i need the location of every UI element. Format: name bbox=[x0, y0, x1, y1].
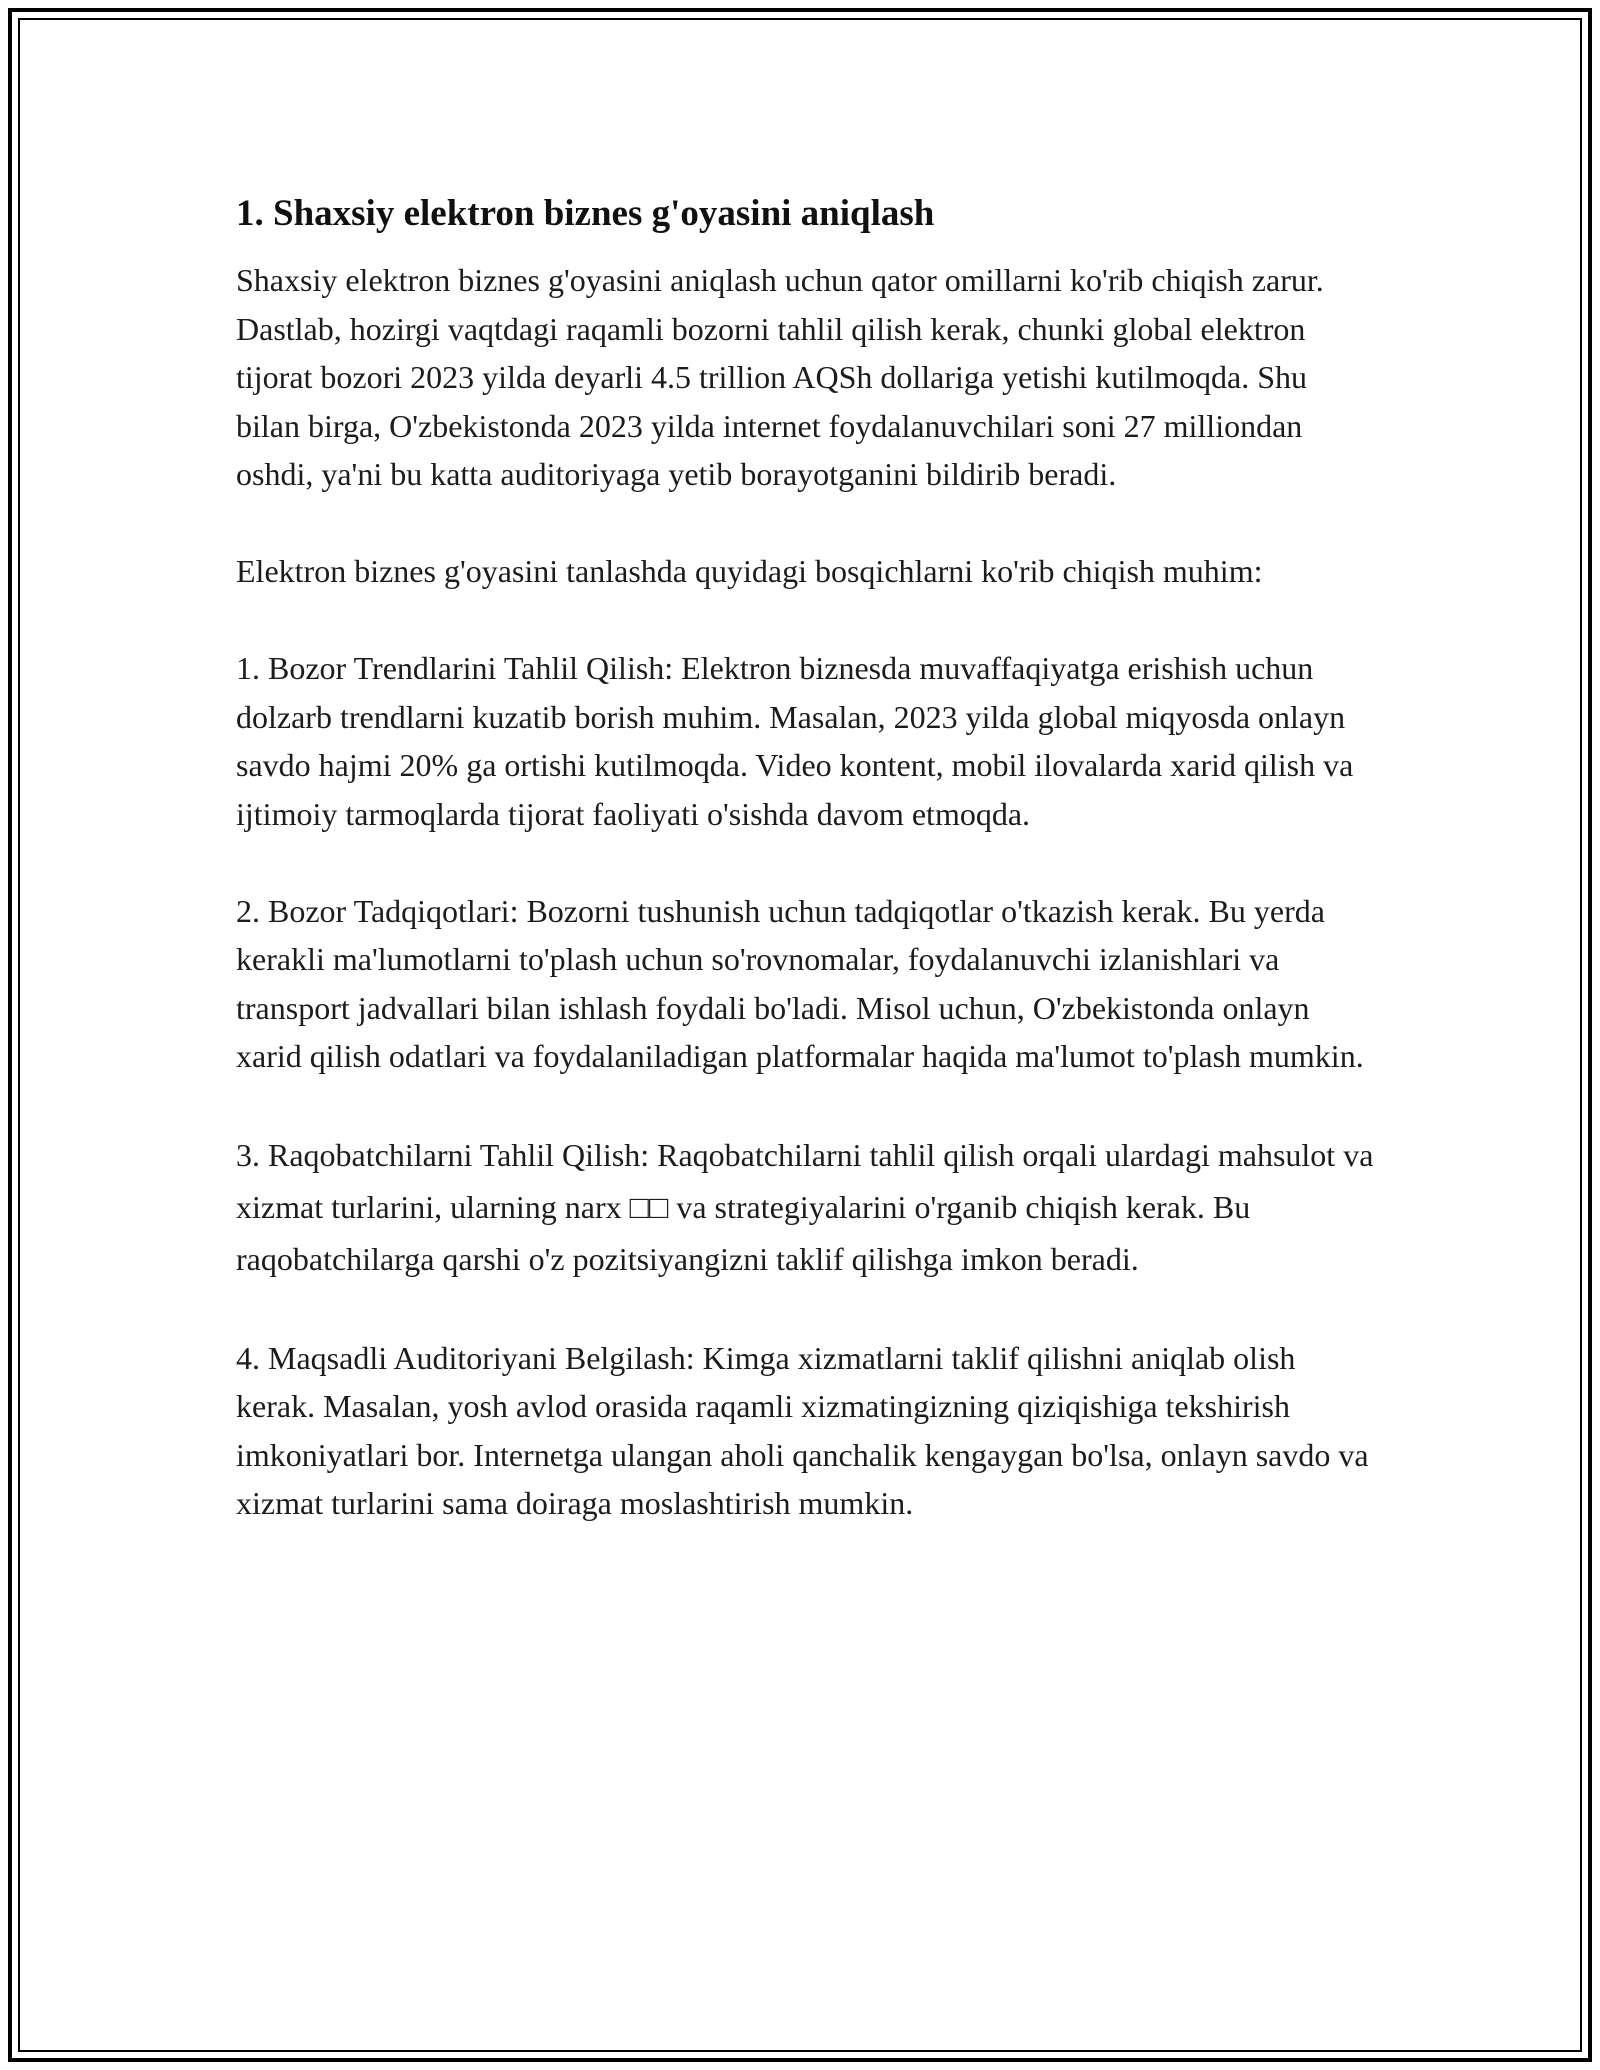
paragraph-step-1: 1. Bozor Trendlarini Tahlil Qilish: Elektron biznesda muvaffaqiyatga erishish uchun dolzarb trendlarni kuzatib borish muhim. Masalan, 2023 yilda global miqyosda onlayn savdo hajmi 20% ga ortishi kutilmoqda. Video kontent, mobil ilovalarda xarid qilish va ijtimoiy tarmoqlarda tijorat faoliyati o'sishda davom etmoqda. bbox=[236, 650, 1354, 832]
document-body bbox=[236, 186, 1376, 1576]
paragraph-steps-lead: Elektron biznes g'oyasini tanlashda quyidagi bosqichlarni ko'rib chiqish muhim: bbox=[236, 553, 1263, 589]
paragraph-step-2: 2. Bozor Tadqiqotlari: Bozorni tushunish uchun tadqiqotlar o'tkazish kerak. Bu yerda kerakli ma'lumotlarni to'plash uchun so'rovnomalar, foydalanuvchi izlanishlari va transport jadvallari bilan ishlash foydali bo'ladi. Misol uchun, O'zbekistonda onlayn xarid qilish odatlari va foydalaniladigan platformalar haqida ma'lumot to'plash mumkin. bbox=[236, 892, 1364, 1074]
paragraph-intro: Shaxsiy elektron biznes g'oyasini aniqlash uchun qator omillarni ko'rib chiqish zarur. Dastlab, hozirgi vaqtdagi raqamli bozorni tahlil qilish kerak, chunki global elektron tijorat bozori 2023 yilda deyarli 4.5 trillion AQSh dollariga yetishi kutilmoqda. Shu bilan birga, O'zbekistonda 2023 yilda internet foydalanuvchilari soni 27 milliondan oshdi, ya'ni bu katta auditoriyaga yetib borayotganini bildirib beradi. bbox=[236, 262, 1324, 492]
paragraph-step-4: 4. Maqsadli Auditoriyani Belgilash: Kimga xizmatlarni taklif qilishni aniqlab olish kerak. Masalan, yosh avlod orasida raqamli xizmatingizning qiziqishiga tekshirish imkoniyatlari bor. Internetga ulangan aholi qanchalik kengaygan bo'lsa, onlayn savdo va xizmat turlarini sama doiraga moslashtirish mumkin. bbox=[236, 1339, 1369, 1521]
paragraph-step-3: 3. Raqobatchilarni Tahlil Qilish: Raqobatchilarni tahlil qilish orqali ulardagi mahsulot va xizmat turlarini, ularning narx □□ va strategiyalarini o'rganib chiqish kerak. Bu raqobatchilarga qarshi o'z pozitsiyangizni taklif qilishga imkon beradi. bbox=[236, 1137, 1374, 1277]
section-heading: 1. Shaxsiy elektron biznes g'oyasini aniqlash bbox=[236, 193, 935, 234]
